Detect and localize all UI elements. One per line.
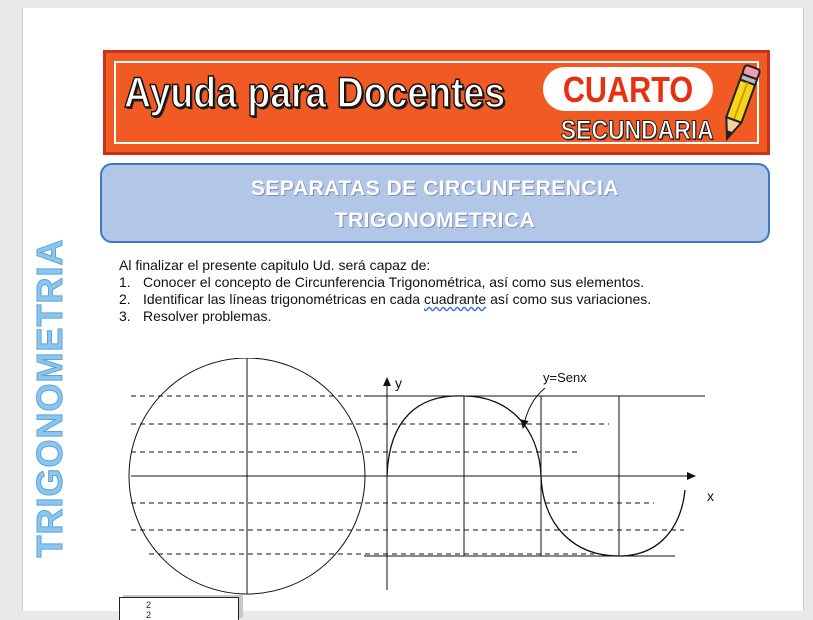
- x-axis-label: x: [707, 488, 714, 504]
- list-text-pre: Identificar las líneas trigonométricas en cada: [143, 291, 424, 307]
- section-title-line-1: SEPARATAS DE CIRCUNFERENCIA: [250, 177, 620, 200]
- document-page: [22, 8, 804, 620]
- header-banner: [103, 50, 770, 155]
- list-number: 1.: [119, 274, 131, 290]
- list-number: 3.: [119, 308, 131, 324]
- list-item: [119, 291, 651, 308]
- grade-pill: [543, 67, 713, 111]
- list-text: Resolver problemas.: [143, 308, 272, 324]
- grade-label: CUARTO: [562, 69, 694, 110]
- y-axis-label: y: [395, 375, 402, 391]
- list-item: [119, 308, 651, 325]
- objectives-list: [119, 274, 651, 325]
- subject-label: TRIGONOMETRIA: [29, 238, 70, 558]
- sine-circle-figure: [119, 358, 759, 598]
- formula-box: [119, 597, 239, 620]
- section-title-line-2: TRIGONOMETRICA: [334, 209, 536, 232]
- subject-sidebar: [25, 233, 75, 563]
- list-text-post: así como sus variaciones.: [486, 291, 652, 307]
- brand-title: Ayuda para Docentes: [124, 69, 506, 117]
- formula-text: 2 2: [146, 600, 182, 620]
- spellcheck-word: cuadrante: [423, 291, 487, 307]
- pencil-icon: [718, 61, 762, 145]
- intro-text: Al finalizar el presente capitulo Ud. será capaz de:: [119, 257, 431, 273]
- curve-label: y=Senx: [543, 370, 587, 385]
- list-text: Conocer el concepto de Circunferencia Trigonométrica, así como sus elementos.: [143, 274, 645, 290]
- level-label: SECUNDARIA: [560, 115, 714, 145]
- list-number: 2.: [119, 291, 131, 307]
- section-title-box: [100, 163, 770, 243]
- list-item: [119, 274, 651, 291]
